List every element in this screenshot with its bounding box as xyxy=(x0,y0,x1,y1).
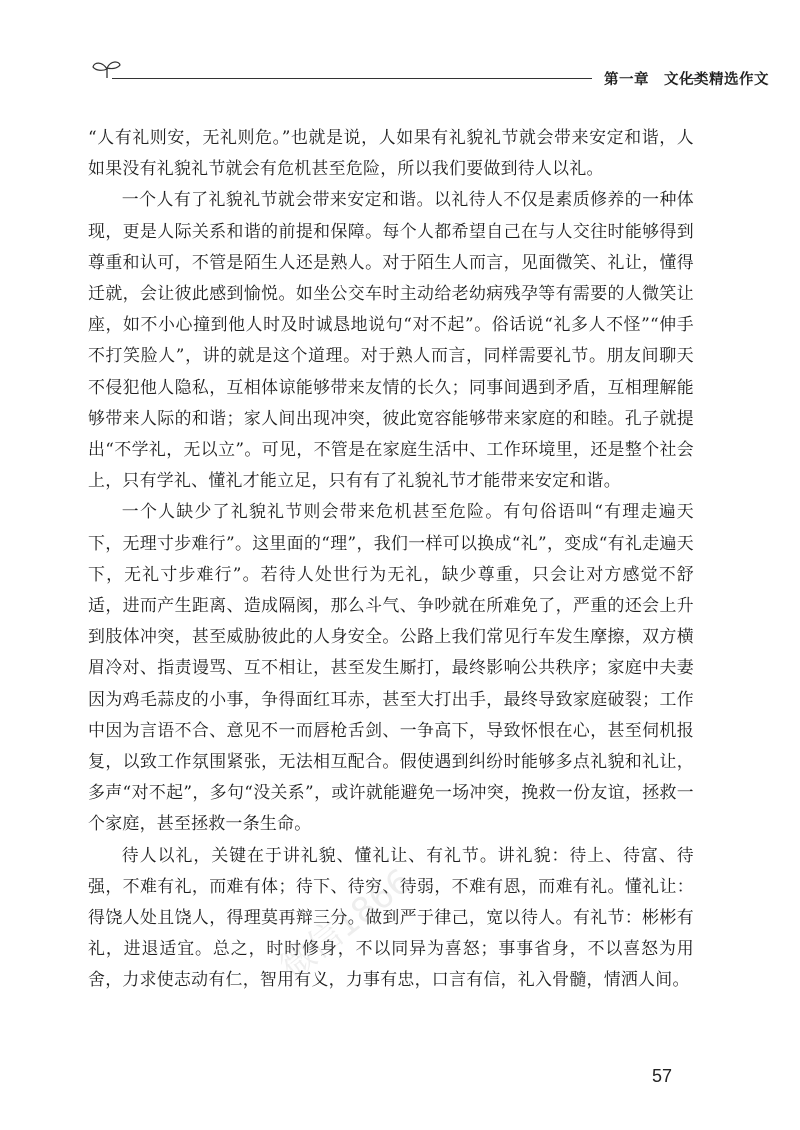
paragraph-intro: “人有礼则安，无礼则危。”也就是说，人如果有礼貌礼节就会带来安定和谐，人如果没有礼貌礼节就会有危机甚至危险，所以我们要做到待人以礼。 xyxy=(88,127,694,179)
running-header xyxy=(90,52,769,92)
chapter-title: 第一章 文化类精选作文 xyxy=(600,68,788,89)
page-number: 57 xyxy=(652,1066,673,1086)
watermark: 微信1866 xyxy=(272,861,420,988)
sprout-icon xyxy=(90,56,124,84)
paragraph-with-courtesy: 一个人有了礼貌礼节就会带来安定和谐。以礼待人不仅是素质修养的一种体现，更是人际关系和谐的前提和保障。每个人都希望自己在与人交往时能够得到尊重和认可，不管是陌生人还是熟人。对于陌生人而言，见面微笑、礼让，懂得迁就，会让彼此感到愉悦。如坐公交车时主动给老幼病残孕等有需要的人微笑让座，如不小心撞到他人时及时诚恳地说句“对不起”。俗话说“礼多人不怪”“伸手不打笑脸人”，讲的就是这个道理。对于熟人而言，同样需要礼节。朋友间聊天不侵犯他人隐私，互相体谅能够带来友情的长久；同事间遇到矛盾，互相理解能够带来人际的和谐；家人间出现冲突，彼此宽容能够带来家庭的和睦。孔子就提出“不学礼，无以立”。可见，不管是在家庭生活中、工作环境里，还是整个社会上，只有学礼、懂礼才能立足，只有有了礼貌礼节才能带来安定和谐。 xyxy=(88,189,694,491)
header-rule-right xyxy=(682,78,700,79)
paragraph-conclusion: 待人以礼，关键在于讲礼貌、懂礼让、有礼节。讲礼貌：待上、待富、待强，不难有礼，而难有体；待下、待穷、待弱，不难有恩，而难有礼。懂礼让：得饶人处且饶人，得理莫再辩三分。做到严于律己，宽以待人。有礼节：彬彬有礼，进退适宜。总之，时时修身，不以同异为喜怒；事事省身，不以喜怒为用舍，力求使志动有仁，智用有义，力事有忠，口言有信，礼入骨髓，情洒人间。 xyxy=(88,844,694,990)
paragraph-without-courtesy: 一个人缺少了礼貌礼节则会带来危机甚至危险。有句俗语叫“有理走遍天下，无理寸步难行”。这里面的“理”，我们一样可以换成“礼”，变成“有礼走遍天下，无礼寸步难行”。若待人处世行为无礼，缺少尊重，只会让对方感觉不舒适，进而产生距离、造成隔阂，那么斗气、争吵就在所难免了，严重的还会上升到肢体冲突，甚至威胁彼此的人身安全。公路上我们常见行车发生摩擦，双方横眉冷对、指责谩骂、互不相让，甚至发生厮打，最终影响公共秩序；家庭中夫妻因为鸡毛蒜皮的小事，争得面红耳赤，甚至大打出手，最终导致家庭破裂；工作中因为言语不合、意见不一而唇枪舌剑、一争高下，导致怀恨在心，甚至伺机报复，以致工作氛围紧张，无法相互配合。假使遇到纠纷时能够多点礼貌和礼让，多声“对不起”，多句“没关系”，或许就能避免一场冲突，挽救一份友谊，拯救一个家庭，甚至拯救一条生命。 xyxy=(88,501,694,834)
header-rule-left xyxy=(112,78,592,79)
article-body xyxy=(88,122,694,996)
